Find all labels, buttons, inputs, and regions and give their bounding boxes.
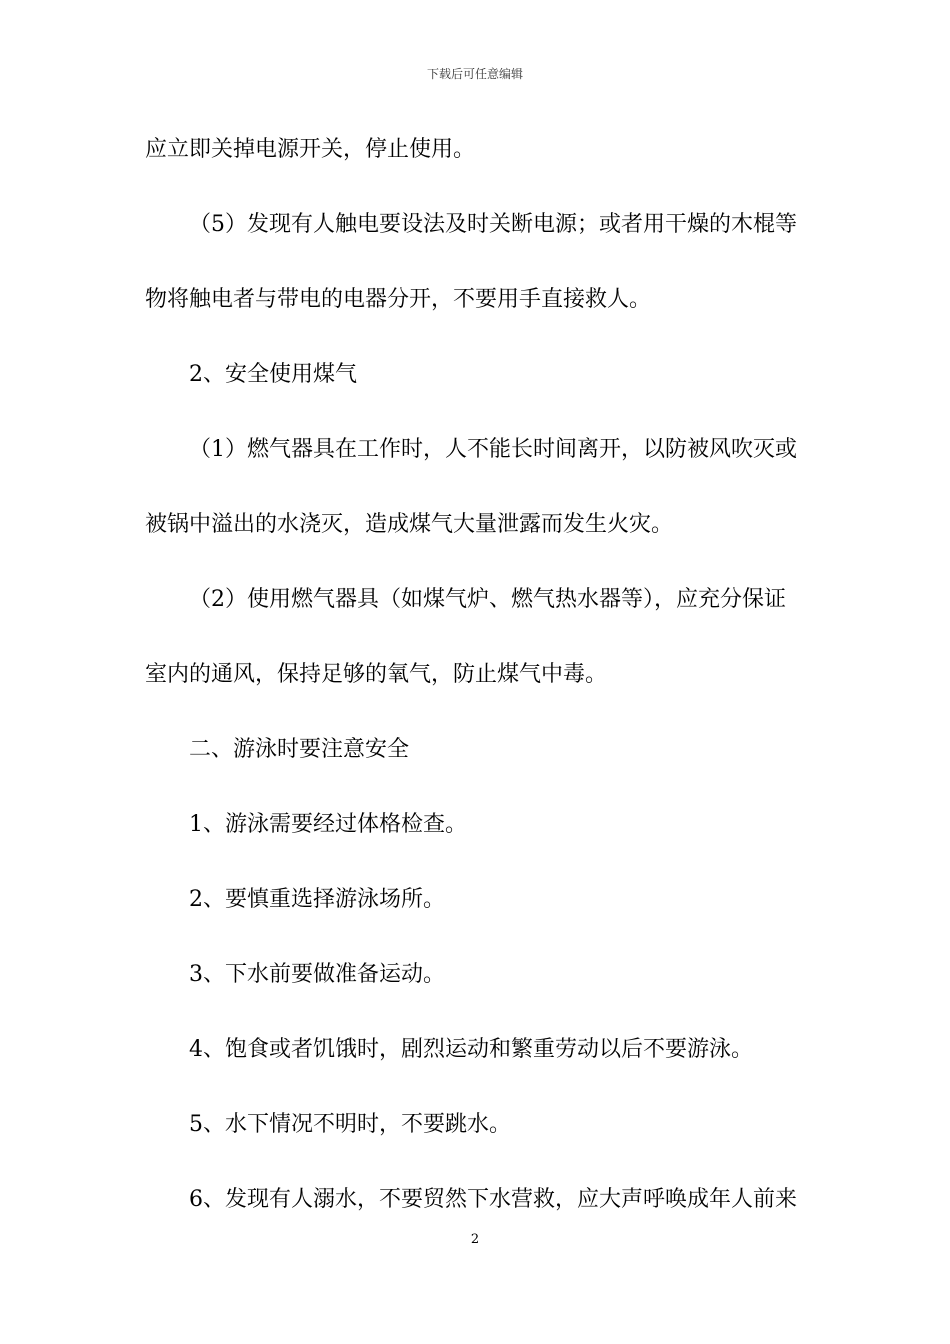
- list-item: 3、下水前要做准备运动。: [189, 962, 445, 987]
- paragraph-line: 应立即关掉电源开关，停止使用。: [145, 137, 476, 162]
- section-heading: 二、游泳时要注意安全: [189, 737, 410, 762]
- paragraph-line: 被锅中溢出的水浇灭，造成煤气大量泄露而发生火灾。: [145, 512, 674, 537]
- paragraph-line: （1）燃气器具在工作时，人不能长时间离开，以防被风吹灭或: [189, 437, 797, 462]
- page-header: 下载后可任意编辑: [426, 67, 523, 81]
- list-item: 5、水下情况不明时，不要跳水。: [189, 1112, 511, 1137]
- list-item: 6、发现有人溺水，不要贸然下水营救，应大声呼唤成年人前来: [189, 1187, 797, 1212]
- paragraph-line: （5）发现有人触电要设法及时关断电源；或者用干燥的木棍等: [189, 212, 797, 237]
- list-item: 1、游泳需要经过体格检查。: [189, 812, 467, 837]
- section-heading: 2、安全使用煤气: [189, 362, 357, 387]
- page-number: 2: [470, 1232, 480, 1247]
- paragraph-line: 室内的通风，保持足够的氧气，防止煤气中毒。: [145, 662, 608, 687]
- paragraph-line: 物将触电者与带电的电器分开，不要用手直接救人。: [145, 287, 652, 312]
- paragraph-line: （2）使用燃气器具（如煤气炉、燃气热水器等），应充分保证: [189, 587, 786, 612]
- list-item: 2、要慎重选择游泳场所。: [189, 887, 445, 912]
- list-item: 4、饱食或者饥饿时，剧烈运动和繁重劳动以后不要游泳。: [189, 1037, 753, 1062]
